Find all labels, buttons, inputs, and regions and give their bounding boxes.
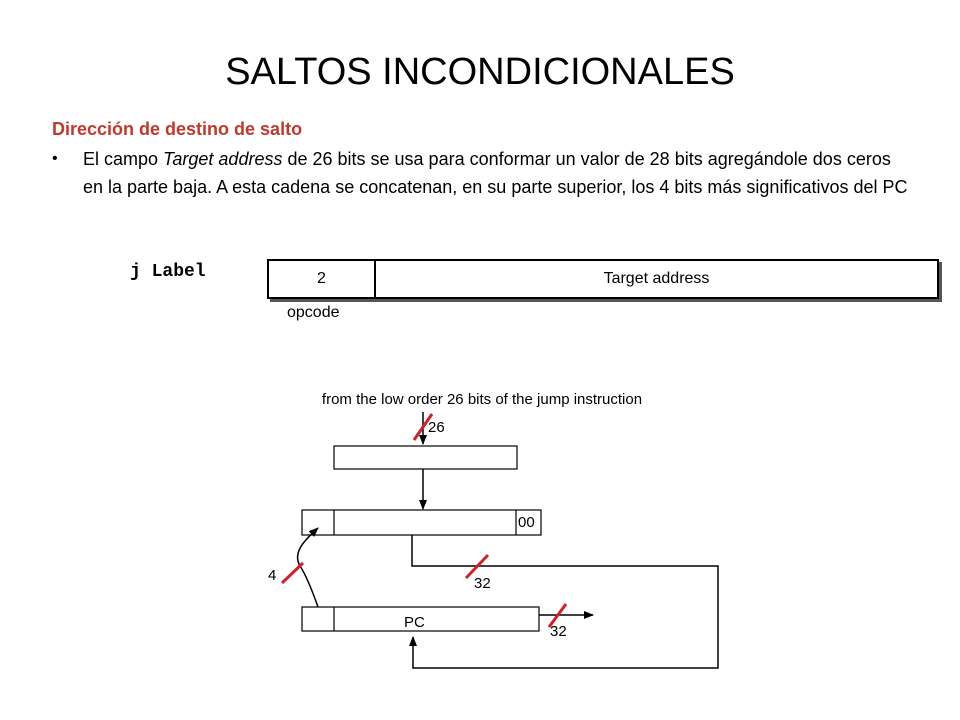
upper-bits-width-label: 4 [268,567,277,584]
next-pc-path [412,535,718,668]
opcode-field: 2 [269,261,376,297]
page-title: SALTOS INCONDICIONALES [225,51,735,93]
bullet-text-end: de 26 bits se usa para conformar un valor de 28 bits agregándole dos ceros en la parte baja. A esta cadena se concatenan, en su parte superior, los 4 bits más significativos del PC [83,149,908,197]
pc-width-label: 32 [550,623,567,640]
width-26-label: 26 [428,419,445,436]
concat-width-label: 32 [474,575,491,592]
opcode-caption: opcode [287,304,340,321]
bullet-text-start: El campo [83,149,164,169]
target-address-field: Target address [603,270,710,287]
source-caption: from the low order 26 bits of the jump instruction [321,391,643,408]
pc-label: PC [404,614,425,631]
instruction-mnemonic: j Label [130,262,206,282]
upper-bits-arrow [298,528,318,607]
bus-slash-4 [282,563,303,583]
low-bits-label: 00 [518,514,535,531]
concat-box [302,510,541,535]
target-26bit-box [334,446,517,469]
section-heading: Dirección de destino de salto [52,119,303,139]
bullet-text-emphasis: Target address [163,149,283,169]
bullet-dot-icon: • [52,150,58,167]
